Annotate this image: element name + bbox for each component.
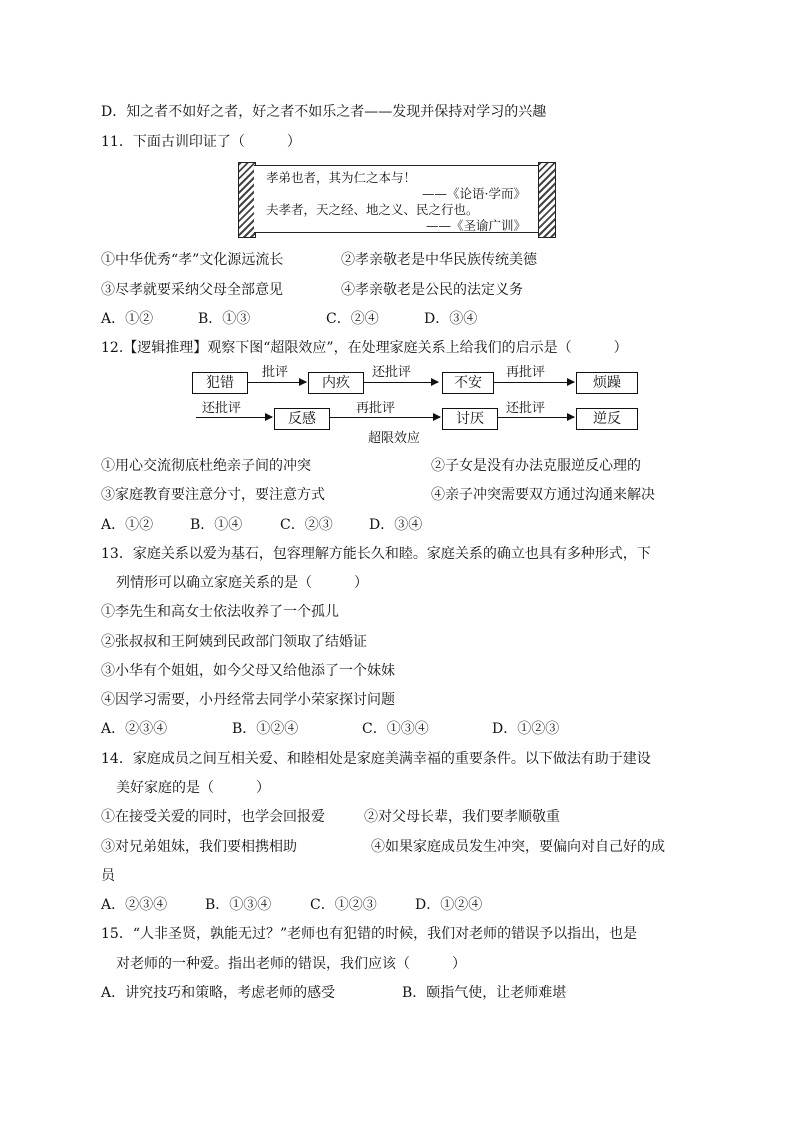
q12-item-2: ②子女是没有办法克服逆反心理的	[431, 458, 641, 474]
q11-scroll-figure	[238, 160, 556, 238]
q12-choice-d[interactable]: D．③④	[369, 517, 423, 533]
q15-choice-a[interactable]: A．讲究技巧和策略，考虑老师的感受	[101, 985, 336, 1001]
flow-arrow-6	[498, 417, 574, 418]
flow-arrow-1	[248, 382, 306, 383]
q12-stem: 12.【逻辑推理】观察下图“超限效应”，在处理家庭关系上给我们的启示是（ ）	[101, 340, 628, 356]
q14-choice-d[interactable]: D．①②④	[415, 897, 483, 913]
flow-arrow-5	[330, 417, 440, 418]
flow-arrow-label-6: 还批评	[506, 401, 546, 416]
q14-item-1: ①在接受关爱的同时，也学会回报爱	[101, 809, 325, 825]
q15-stem-line-2: 对老师的一种爱。指出老师的错误，我们应该（ ）	[116, 956, 466, 972]
q15-choice-b[interactable]: B．颐指气使，让老师难堪	[402, 985, 567, 1001]
scroll-source-1: ——《论语·学而》	[422, 186, 526, 201]
scroll-source-2: ——《圣谕广训》	[425, 218, 526, 233]
flow-box-taoyan: 讨厌	[442, 408, 498, 430]
flow-arrow-label-5: 再批评	[356, 401, 396, 416]
flow-arrow-2	[364, 382, 438, 383]
q13-choice-d[interactable]: D．①②③	[492, 721, 560, 737]
q11-choice-c[interactable]: C．②④	[326, 311, 379, 327]
q11-stem: 11．下面古训印证了（ ）	[101, 134, 301, 150]
q12-item-4: ④亲子冲突需要双方通过沟通来解决	[431, 487, 655, 503]
q14-choice-a[interactable]: A．②③④	[101, 897, 168, 913]
flow-arrow-label-2: 还批评	[372, 365, 412, 380]
q13-item-4: ④因学习需要，小丹经常去同学小荣家探讨问题	[101, 692, 395, 708]
flow-box-fanzao: 烦躁	[576, 372, 638, 394]
q11-choice-d[interactable]: D．③④	[424, 311, 478, 327]
q13-choice-c[interactable]: C．①③④	[362, 721, 429, 737]
q13-item-3: ③小华有个姐姐，如今父母又给他添了一个妹妹	[101, 663, 395, 679]
q14-stem-line-2: 美好家庭的是（ ）	[116, 780, 270, 796]
q11-choice-a[interactable]: A．①②	[101, 311, 154, 327]
q15-stem-line-1: 15．“人非圣贤，孰能无过？”老师也有犯错的时候，我们对老师的错误予以指出，也是	[101, 926, 638, 942]
q12-choice-b[interactable]: B．①④	[190, 517, 243, 533]
q12-choice-a[interactable]: A．①②	[101, 517, 154, 533]
q12-item-1: ①用心交流彻底杜绝亲子间的冲突	[101, 458, 311, 474]
q14-choice-b[interactable]: B．①③④	[205, 897, 272, 913]
flow-row2-lead-label: 还批评	[202, 401, 242, 416]
q13-item-2: ②张叔叔和王阿姨到民政部门领取了结婚证	[101, 634, 367, 650]
q12-choice-c[interactable]: C．②③	[280, 517, 333, 533]
flow-box-fangan: 反感	[274, 408, 330, 430]
flow-arrow-3	[494, 382, 574, 383]
flow-box-neijiu: 内疚	[308, 372, 364, 394]
scroll-quote-2: 夫孝者，天之经、地之义、民之行也。	[266, 202, 479, 217]
flow-arrow-label-3: 再批评	[506, 365, 546, 380]
q13-item-1: ①李先生和高女士依法收养了一个孤儿	[101, 604, 339, 620]
scroll-paper	[254, 165, 540, 233]
q10-option-d: D．知之者不如好之者，好之者不如乐之者——发现并保持对学习的兴趣	[101, 104, 547, 120]
q13-choice-b[interactable]: B．①②④	[232, 721, 299, 737]
q11-item-3: ③尽孝就要采纳父母全部意见	[101, 282, 283, 298]
q13-choice-a[interactable]: A．②③④	[101, 721, 168, 737]
q13-stem-line-2: 列情形可以确立家庭关系的是（ ）	[116, 575, 368, 591]
flow-arrow-label-1: 批评	[262, 365, 289, 380]
q12-flow-diagram	[192, 366, 642, 448]
q14-item-4: ④如果家庭成员发生冲突，要偏向对自己好的成	[371, 839, 665, 855]
q11-choice-b[interactable]: B．①③	[198, 311, 251, 327]
flow-box-buan: 不安	[442, 372, 494, 394]
q14-item-4-continued: 员	[101, 868, 115, 884]
scroll-quote-1: 孝弟也者，其为仁之本与！	[266, 170, 417, 185]
q14-item-2: ②对父母长辈，我们要孝顺敬重	[364, 809, 560, 825]
q13-stem-line-1: 13．家庭关系以爱为基石，包容理解方能长久和睦。家庭关系的确立也具有多种形式，下	[101, 546, 651, 562]
q11-item-2: ②孝亲敬老是中华民族传统美德	[341, 252, 537, 268]
q11-item-4: ④孝亲敬老是公民的法定义务	[341, 282, 523, 298]
q14-choice-c[interactable]: C．①②③	[310, 897, 377, 913]
flow-arrow-4	[196, 417, 272, 418]
flow-box-nifan: 逆反	[576, 408, 638, 430]
q12-item-3: ③家庭教育要注意分寸，要注意方式	[101, 487, 325, 503]
q11-item-1: ①中华优秀“孝”文化源远流长	[101, 252, 284, 268]
flow-box-fancuo: 犯错	[192, 372, 248, 394]
flow-caption: 超限效应	[368, 431, 421, 446]
q14-stem-line-1: 14．家庭成员之间互相关爱、和睦相处是家庭美满幸福的重要条件。以下做法有助于建设	[101, 751, 651, 767]
scroll-right-roller	[538, 162, 556, 238]
q14-item-3: ③对兄弟姐妹，我们要相携相助	[101, 839, 297, 855]
